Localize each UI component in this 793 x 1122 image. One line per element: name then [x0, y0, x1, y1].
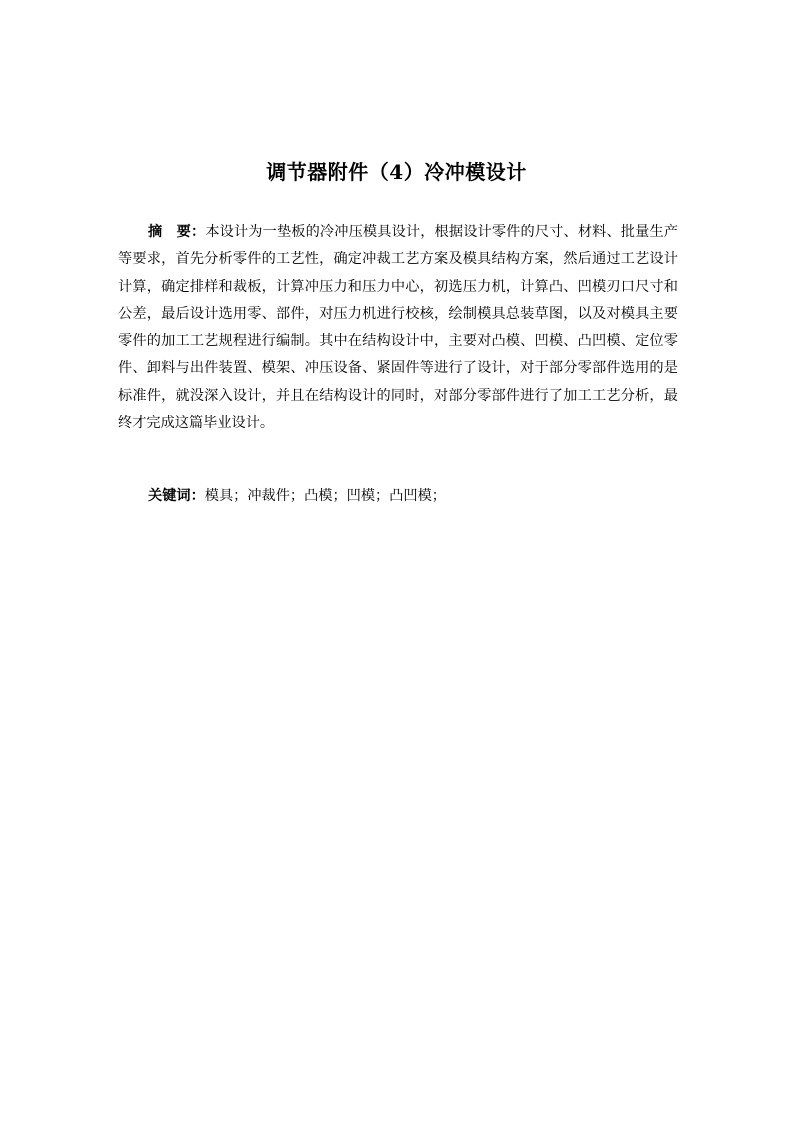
document-title: 调节器附件（4）冷冲模设计: [266, 160, 527, 184]
abstract-paragraph: [118, 219, 678, 437]
keywords-label: 关键词：: [148, 488, 205, 504]
keywords-paragraph: [118, 483, 678, 510]
abstract-label: 摘 要：: [148, 224, 206, 240]
keywords-text: 模具；冲裁件；凸模；凹模；凸凹模；: [204, 488, 446, 504]
abstract-text: 本设计为一垫板的冷冲压模具设计，根据设计零件的尺寸、材料、批量生产等要求，首先分析零件的工艺性，确定冲裁工艺方案及模具结构方案，然后通过工艺设计计算，确定排样和裁板，计算冲压力和压力中心，初选压力机，计算凸、凹模刃口尺寸和公差，最后设计选用零、部件，对压力机进行校核，绘制模具总装草图，以及对模具主要零件的加工工艺规程进行编制。其中在结构设计中，主要对凸模、凹模、凸凹模、定位零件、卸料与出件装置、模架、冲压设备、紧固件等进行了设计，对于部分零部件选用的是标准件，就没深入设计，并且在结构设计的同时，对部分零部件进行了加工工艺分析，最终才完成这篇毕业设计。: [118, 224, 678, 432]
